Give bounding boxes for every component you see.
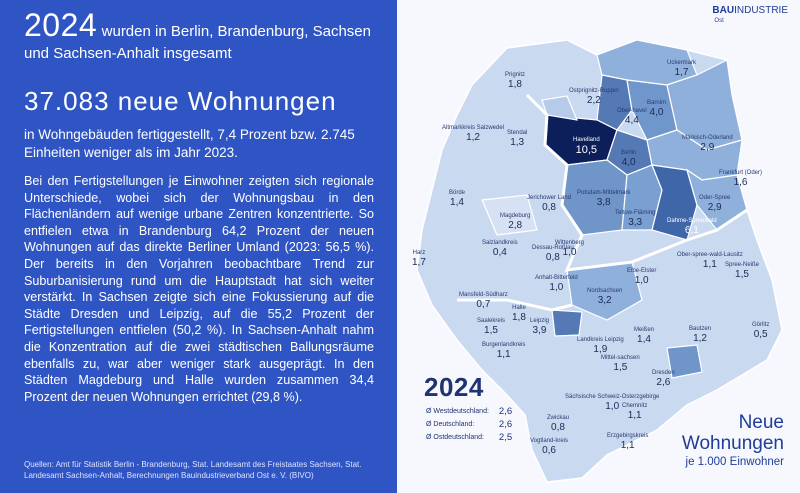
region-label [412,250,426,268]
region-value: 4,0 [649,107,664,118]
region-value: 2,9 [707,202,722,213]
region-label [647,100,666,118]
region-shape [552,310,582,336]
region-name: Bautzen [689,326,712,332]
region-label [725,262,759,280]
region-value: 0,8 [545,252,560,263]
region-label [587,288,622,306]
region-value: 3,9 [532,325,547,336]
region-label [477,318,505,336]
region-name: Anhalt-Bitterfeld [535,275,578,281]
region-label [607,433,648,451]
region-label [634,327,654,345]
region-label [482,342,525,360]
region-name: Jerichower Land [527,195,572,201]
region-value: 0,6 [542,445,556,456]
region-label [577,337,624,355]
region-name: Meißen [634,327,655,333]
region-value: 6,1 [684,225,699,236]
logo-sub: Ost [714,18,724,24]
region-name: Wittenberg [555,240,585,246]
region-name: Harz [412,250,426,256]
caption-line1: Neue [738,412,784,433]
stats-row [424,405,514,418]
region-name: Havelland [573,137,600,143]
region-value: 4,4 [624,115,639,126]
region-name: Erzgebirgskreis [607,433,649,439]
region-value: 1,6 [733,177,748,188]
region-name: Oder-Spree [699,195,731,201]
map-caption [682,412,784,468]
region-label [527,195,571,213]
subline: in Wohngebäuden fertiggestellt, 7,4 Prozent bzw. 2.745 Einheiten weniger als im Jahr 2023. [24,127,355,160]
region-label [530,438,568,456]
region-value: 1,5 [613,362,628,373]
region-name: Teltow-Fläming [615,210,656,216]
region-name: Börde [449,190,466,196]
region-value: 1,2 [693,333,707,344]
intro-year: 2024 [24,7,98,43]
region-value: 1,8 [512,312,526,323]
region-name: Frankfurt (Oder) [719,170,763,176]
body-text: Bei den Fertigstellungen je Einwohner zeigten sich regionale Unterschiede, wobei sich der Wohnungsbau in den Flächenländern auf wenige urbane Zentren konzentrierte. So entfielen etwa in Brandenburg 64,2 Prozent der neuen Wohnungen auf das direkte Berliner Umland (2023: 56,5 %). Der bereits in den Vorjahren beobachtbare Trend zur Suburbanisierung rund um die Hauptstadt hat sich weiter verstärkt. In Sachsen zeigte sich eine Fokussierung auf die Städte Dresden und Leipzig, auf die 55,2 Prozent der Fertigstellungen entfielen (50,2 %). In Sachsen-Anhalt nahm die Konzentration auf die zwei städtischen Ballungsräume ebenfalls zu, war aber weniger stark ausgeprägt. In den Städten Magdeburg und Halle wurden zusammen 34,4 Prozent der neuen Wohnungen errichtet (29,8 %). [24,174,374,404]
logo [712,6,788,26]
region-name: Ober-spree-wald-Lausitz [677,252,743,258]
region-value: 1,1 [702,259,717,270]
region-value: 1,1 [620,440,635,451]
region-label [507,130,527,148]
region-value: 1,5 [484,325,498,336]
region-value: 0,7 [476,299,491,310]
stats-value: 2,6 [498,406,513,417]
region-label [621,150,636,168]
headline: 37.083 neue Wohnungen [24,86,337,116]
region-value: 3,8 [596,197,611,208]
region-label [601,355,640,373]
region-name: Elbe-Elster [627,268,657,274]
stats-value: 2,6 [498,419,513,430]
info-panel [0,0,397,493]
region-label [615,210,655,228]
region-name: Potsdam-Mittelmark [577,190,631,196]
sources: Quellen: Amt für Statistik Berlin - Brandenburg, Stat. Landesamt des Freistaates Sachsen, Stat. Landesamt Sachsen-Anhalt, Berechnungen Bauindustrieverband Ost e. V. (BIVO) [24,460,362,480]
region-value: 1,5 [735,269,749,280]
region-name: Nordsachsen [587,288,623,294]
region-value: 2,2 [586,95,601,106]
region-name: Dahme-Spreewald [667,218,717,224]
region-name: Dessau-Roßlau [532,245,574,251]
region-name: Ober-havel [617,108,647,114]
caption-line3: je 1.000 Einwohner [685,456,784,468]
stats-value: 2,5 [498,432,513,443]
region-value: 1,9 [593,344,608,355]
region-label [689,326,711,344]
region-label [449,190,465,208]
region-name: Altmarkkreis Salzwedel [442,125,505,131]
region-label [627,268,656,286]
region-name: Prignitz [505,72,526,78]
region-name: Halle [512,305,526,311]
region-value: 1,0 [605,401,620,412]
region-value: 1,4 [637,334,651,345]
region-value: 2,9 [700,142,715,153]
region-value: 1,3 [510,137,525,148]
region-name: Landkreis Leipzig [577,337,624,343]
region-name: Uckermark [667,60,697,66]
region-label [699,195,730,213]
region-label [547,415,569,433]
region-label [617,108,647,126]
region-value: 10,5 [575,144,598,156]
region-name: Burgenlandkreis [482,342,526,348]
stats-label: Ø Ostdeutschland: [426,434,484,441]
region-name: Magdeburg [500,213,531,219]
region-label [667,60,696,78]
region-value: 1,0 [549,282,564,293]
region-name: Mittel-sachsen [601,355,640,361]
region-label [622,403,647,421]
region-name: Berlin [621,150,637,156]
region-value: 1,0 [634,275,649,286]
region-label [569,88,619,106]
region-label [719,170,762,188]
region-name: Salzlandkreis [482,240,518,246]
region-label [500,213,530,231]
caption-line2: Wohnungen [681,433,784,454]
stats-label: Ø Deutschland: [426,421,475,428]
region-value: 1,7 [674,67,689,78]
region-value: 0,5 [753,329,768,340]
stats-year: 2024 [424,372,484,402]
region-value: 1,2 [466,132,480,143]
logo-bold: BAU [712,5,735,16]
region-name: Dresden [652,370,675,376]
stats-row [424,431,514,444]
region-label [505,72,525,90]
logo-rest: INDUSTRIE [734,5,788,16]
region-name: Saalekreis [477,318,506,324]
region-label [482,240,518,258]
region-value: 0,8 [542,202,556,213]
region-name: Ostprignitz-Ruppin [569,88,619,94]
region-value: 4,0 [621,157,636,168]
region-value: 3,3 [628,217,643,228]
intro-text: wurden in Berlin, Brandenburg, Sachsen und Sachsen-Anhalt insgesamt [24,23,371,62]
region-value: 1,1 [496,349,511,360]
region-name: Görlitz [752,322,770,328]
region-label [652,370,675,388]
region-label [573,137,600,156]
stats-label: Ø Westdeutschland: [426,408,489,415]
region-name: Märkisch-Oderland [682,135,733,141]
region-value: 1,0 [562,247,577,258]
region-value: 1,1 [627,410,642,421]
region-value: 2,8 [508,220,523,231]
region-name: Zwickau [547,415,570,421]
region-value: 3,2 [597,295,612,306]
region-label [459,292,508,310]
region-label [577,190,630,208]
region-label [535,275,578,293]
region-name: Vogtland-kreis [530,438,569,444]
stats-row [424,418,514,431]
region-value: 0,4 [492,247,507,258]
region-label [442,125,504,143]
region-label [512,305,526,323]
region-label [667,218,717,236]
region-value: 1,7 [412,257,426,268]
stats-table [424,405,514,444]
region-name: Spree-Neiße [725,262,760,268]
region-label [682,135,733,153]
region-value: 1,4 [450,197,464,208]
region-label [555,240,584,258]
stats-box [424,372,514,444]
region-name: Leipzig [530,318,550,324]
region-name: Chemnitz [622,403,648,409]
region-value: 2,6 [656,377,671,388]
region-label [752,322,769,340]
region-label [530,318,549,336]
region-name: Barnim [647,100,667,106]
region-value: 1,8 [508,79,522,90]
region-name: Sächsische Schweiz-Osterzgebirge [565,394,660,400]
intro [24,7,384,65]
region-name: Mansfeld-Südharz [459,292,508,298]
region-value: 0,8 [551,422,565,433]
region-name: Stendal [507,130,528,136]
